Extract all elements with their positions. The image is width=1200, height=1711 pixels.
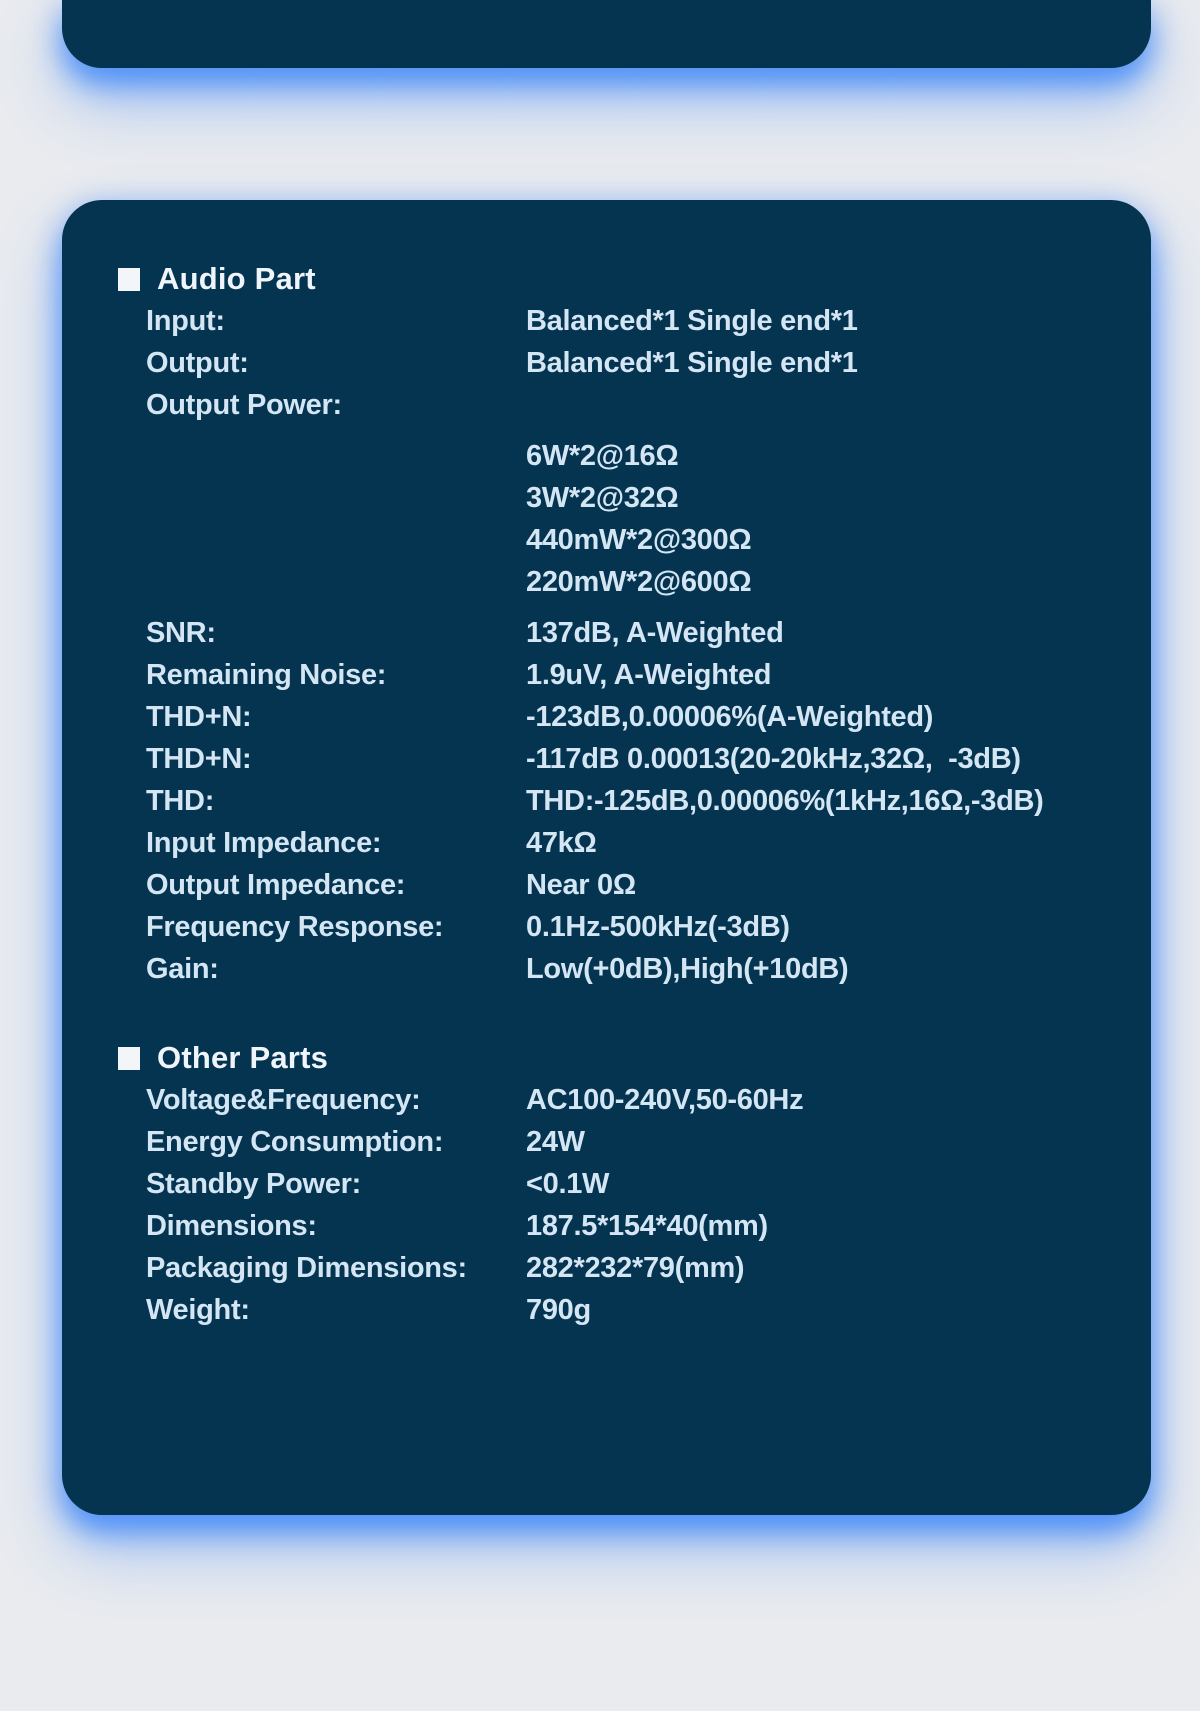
spec-label: Voltage&Frequency: (146, 1084, 421, 1116)
square-bullet-icon (118, 1047, 140, 1070)
spec-row (118, 1205, 1101, 1247)
section-title: Other Parts (157, 1040, 329, 1075)
spec-value: 1.9uV, A-Weighted (526, 659, 772, 691)
spec-row (118, 342, 1101, 384)
spec-label: Output Power: (146, 389, 342, 421)
spec-value: 137dB, A-Weighted (526, 617, 784, 649)
spec-value: Low(+0dB),High(+10dB) (526, 953, 849, 985)
spec-row (118, 612, 1101, 654)
spec-value: AC100-240V,50-60Hz (526, 1084, 804, 1116)
spec-value (526, 384, 1101, 426)
spec-label (146, 561, 526, 603)
spec-row (118, 435, 1101, 477)
spec-label: THD: (146, 785, 215, 817)
spec-row (118, 519, 1101, 561)
spec-label: Standby Power: (146, 1168, 361, 1200)
spec-row (118, 780, 1101, 822)
spec-row (118, 300, 1101, 342)
section-header (118, 1037, 1101, 1079)
spec-value: 187.5*154*40(mm) (526, 1210, 768, 1242)
spec-label: Output: (146, 347, 249, 379)
spec-card (62, 200, 1151, 1515)
spec-row (118, 696, 1101, 738)
square-bullet-icon (118, 268, 140, 291)
spec-label: Weight: (146, 1294, 250, 1326)
spec-label: Packaging Dimensions: (146, 1252, 467, 1284)
spec-row (118, 477, 1101, 519)
spec-value: 47kΩ (526, 827, 597, 859)
spec-value: 220mW*2@600Ω (526, 566, 752, 598)
spec-label: Dimensions: (146, 1210, 317, 1242)
spec-label: Output Impedance: (146, 869, 406, 901)
spec-value: 6W*2@16Ω (526, 440, 679, 472)
spec-value: 3W*2@32Ω (526, 482, 679, 514)
spec-row (118, 1289, 1101, 1331)
spec-row (118, 1121, 1101, 1163)
spec-row (118, 384, 1101, 426)
section-rows (118, 1079, 1101, 1331)
spec-row (118, 864, 1101, 906)
section-rows (118, 300, 1101, 990)
spec-label: Input: (146, 305, 225, 337)
spec-value: Balanced*1 Single end*1 (526, 305, 858, 337)
section-title: Audio Part (157, 261, 316, 296)
spec-row (118, 1247, 1101, 1289)
spec-value: 24W (526, 1126, 585, 1158)
spec-row (118, 948, 1101, 990)
spec-label (146, 477, 526, 519)
top-banner-card (62, 0, 1151, 68)
spec-row (118, 654, 1101, 696)
spec-value: 790g (526, 1294, 591, 1326)
spec-value: -117dB 0.00013(20-20kHz,32Ω, -3dB) (526, 743, 1021, 775)
spec-row (118, 906, 1101, 948)
spec-label: THD+N: (146, 743, 252, 775)
spec-label (146, 519, 526, 561)
spec-label: Input Impedance: (146, 827, 382, 859)
spec-value: <0.1W (526, 1168, 610, 1200)
spec-row (118, 1163, 1101, 1205)
spec-value: 282*232*79(mm) (526, 1252, 745, 1284)
spec-label: SNR: (146, 617, 216, 649)
spec-label (146, 435, 526, 477)
spec-value: 440mW*2@300Ω (526, 524, 752, 556)
spec-row (118, 561, 1101, 603)
spec-value: 0.1Hz-500kHz(-3dB) (526, 911, 790, 943)
spec-label: Remaining Noise: (146, 659, 387, 691)
spec-row (118, 1079, 1101, 1121)
spec-value: Balanced*1 Single end*1 (526, 347, 858, 379)
section-header (118, 258, 1101, 300)
spec-row (118, 822, 1101, 864)
spec-section-audio-part (118, 258, 1101, 990)
spec-label: THD+N: (146, 701, 252, 733)
spec-value: -123dB,0.00006%(A-Weighted) (526, 701, 934, 733)
spec-label: Frequency Response: (146, 911, 444, 943)
spec-section-other-parts (118, 1037, 1101, 1331)
spec-row (118, 738, 1101, 780)
spec-label: Energy Consumption: (146, 1126, 444, 1158)
spec-value: Near 0Ω (526, 869, 636, 901)
spec-label: Gain: (146, 953, 219, 985)
spec-value: THD:-125dB,0.00006%(1kHz,16Ω,-3dB) (526, 785, 1044, 817)
spec-sections (118, 258, 1101, 1331)
